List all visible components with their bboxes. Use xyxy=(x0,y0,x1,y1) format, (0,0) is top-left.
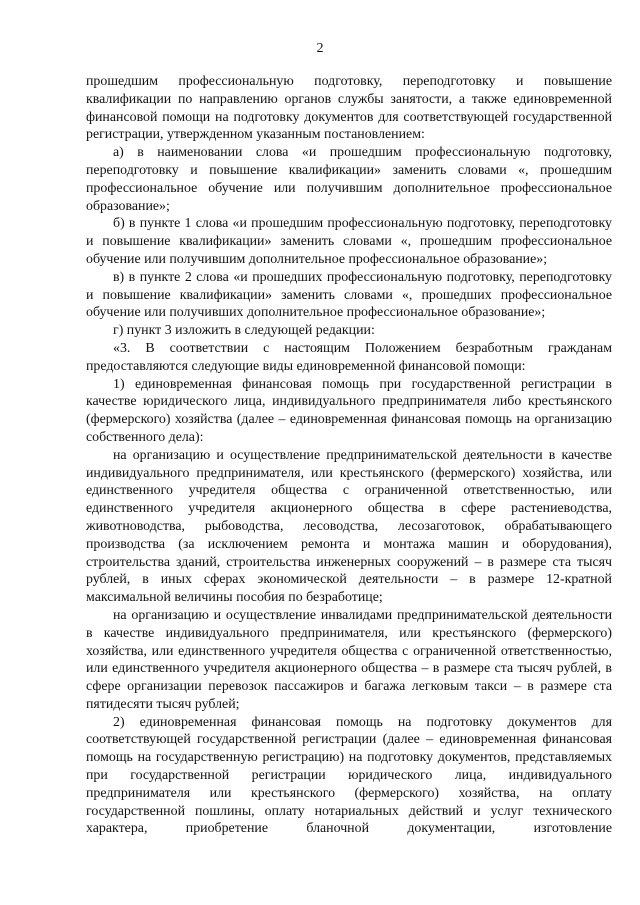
paragraph-item-a: а) в наименовании слова «и прошедшим профессиональную подготовку, переподготовку и повышение квалификации» заменить словами «, прошедшим профессиональное обучение или получившим дополнительное профессиональное образование»; xyxy=(86,145,612,214)
paragraph-item-v: в) в пункте 2 слова «и прошедших профессиональную подготовку, переподготовку и повышение квалификации» заменить словами «, прошедших профессиональное обучение или получивших дополнительное профессиональное образование»; xyxy=(86,269,612,321)
document-body xyxy=(86,73,612,838)
paragraph-subitem-2: 2) единовременная финансовая помощь на подготовку документов для соответствующей государственной регистрации (далее – единовременная финансовая помощь на государственную регистрацию) на подготовку документов, представляемых при государственной регистрации юридического лица, индивидуального предпринимателя или крестьянского (фермерского) хозяйства, на оплату государственной пошлины, оплату нотариальных действий и услуг технического характера, приобретение бланочной документации, изготовление xyxy=(86,714,612,837)
paragraph-business-activity: на организацию и осуществление предпринимательской деятельности в качестве индивидуального предпринимателя, или крестьянского (фермерского) хозяйства, или единственного учредителя общества с ограниченной ответственностью, или единственного учредителя акционерного общества в сфере растениеводства, животноводства, рыбоводства, лесоводства, лесозаготовок, обрабатывающего производства (за исключением ремонта и монтажа машин и оборудования), строительства зданий, строительства инженерных сооружений – в размере ста тысяч рублей, в иных сферах экономической деятельности – в размере 12-кратной максимальной величины пособия по безработице; xyxy=(86,447,612,606)
paragraph-subitem-1: 1) единовременная финансовая помощь при государственной регистрации в качестве юридического лица, индивидуального предпринимателя либо крестьянского (фермерского) хозяйства (далее – единовременная финансовая помощь на организацию собственного дела): xyxy=(86,376,612,445)
paragraph-disabled-entrepreneurs: на организацию и осуществление инвалидами предпринимательской деятельности в качестве индивидуального предпринимателя, или крестьянского (фермерского) хозяйства, или единственного учредителя общества с ограниченной ответственностью, или единственного учредителя акционерного общества – в размере ста тысяч рублей, в сфере организации перевозок пассажиров и багажа легковым такси – в размере ста пятидесяти тысяч рублей; xyxy=(86,607,612,712)
paragraph-item-g: г) пункт 3 изложить в следующей редакции: xyxy=(113,323,375,339)
paragraph-clause-3: «3. В соответствии с настоящим Положением безработным гражданам предоставляются следующие виды единовременной финансовой помощи: xyxy=(86,340,612,374)
paragraph-item-b: б) в пункте 1 слова «и прошедшим профессиональную подготовку, переподготовку и повышение квалификации» заменить словами «, прошедшим профессиональное обучение или получившим дополнительное профессиональное образование»; xyxy=(86,216,612,267)
paragraph-intro-continuation: прошедшим профессиональную подготовку, переподготовку и повышение квалификации по направлению органов службы занятости, а также единовременной финансовой помощи на подготовку документов для соответствующей государственной регистрации, утвержденном указанным постановлением: xyxy=(86,74,612,143)
page-number: 2 xyxy=(316,41,324,56)
